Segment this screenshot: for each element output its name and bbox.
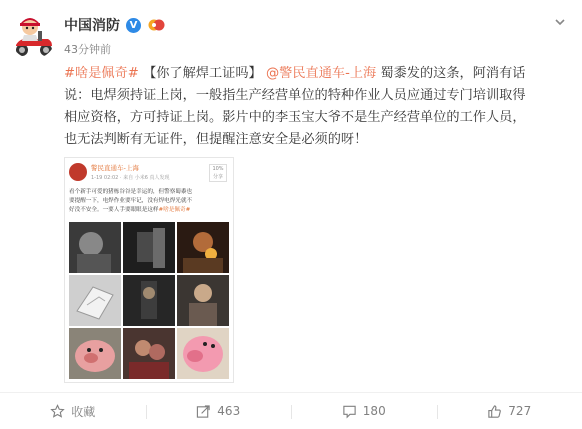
mention-link[interactable]: @警民直通车-上海 — [265, 66, 377, 81]
image-badge: 10% 分享 — [209, 164, 227, 182]
action-bar — [0, 393, 582, 429]
image-text-line-2: 要提醒一下，电焊作业要牢记，没有焊电焊光就不 — [69, 198, 193, 204]
image-cell — [123, 328, 175, 379]
favorite-label: 收藏 — [71, 404, 96, 419]
hashtag-link[interactable]: #啥是佩奇# — [64, 66, 139, 81]
content-line-2: 说：电焊须持证上岗，一般指生产经营单位的特种作业人员应通过专门培训取得 — [64, 88, 526, 103]
content-line-1 — [64, 63, 570, 85]
image-grid — [69, 222, 229, 378]
image-cell — [177, 275, 229, 326]
username-row — [64, 15, 165, 35]
image-text-line-3a: 好没不安全。一要人手要眼眼是这样 — [69, 207, 159, 213]
comment-button[interactable] — [291, 393, 437, 429]
image-text-line-1: 看个新手可爱的猪栋谷谷是幸运的，但警察蜀黍也 — [69, 189, 193, 195]
image-text-line-3 — [69, 206, 229, 215]
share-button[interactable] — [146, 393, 292, 429]
like-count: 727 — [508, 404, 532, 418]
content-text-1: 蜀黍发的这条，阿消有话 — [376, 66, 526, 81]
share-icon — [196, 404, 211, 419]
image-repost-name: 警民直通车-上海 — [91, 164, 139, 172]
post-timestamp[interactable]: 43分钟前 — [64, 43, 111, 56]
avatar[interactable] — [10, 13, 56, 59]
post-content — [64, 63, 570, 151]
image-cell — [69, 222, 121, 273]
favorite-button[interactable] — [0, 393, 146, 429]
image-avatar — [69, 163, 87, 181]
image-repost-header — [69, 162, 229, 186]
image-cell — [123, 275, 175, 326]
image-text-hashtag: #啥是佩奇# — [158, 207, 191, 213]
image-cell — [177, 328, 229, 379]
image-cell — [69, 328, 121, 379]
thumbs-up-icon — [487, 404, 502, 419]
content-line-3: 相应资格，方可持证上岗。影片中的李玉宝大爷不是生产经营单位的工作人员， — [64, 110, 526, 125]
image-repost-time: 1-19 02:02 · 来自 小米6 真人发现 — [91, 175, 170, 181]
title-bracket: 【你了解焊工证吗】 — [143, 66, 262, 81]
image-cell — [177, 222, 229, 273]
verified-icon: V — [126, 18, 141, 33]
username[interactable]: 中国消防 — [64, 18, 120, 34]
more-options-icon[interactable] — [552, 14, 568, 30]
image-text — [69, 188, 229, 215]
comment-icon — [342, 404, 357, 419]
vip-icon — [147, 18, 165, 32]
content-line-4: 也无法判断有无证件，但提醒注意安全是必须的呀！ — [64, 132, 368, 147]
post-image[interactable] — [64, 157, 234, 383]
image-cell — [123, 222, 175, 273]
star-icon — [50, 404, 65, 419]
share-count: 463 — [217, 404, 241, 418]
comment-count: 180 — [362, 404, 386, 418]
like-button[interactable] — [437, 393, 582, 429]
image-cell — [69, 275, 121, 326]
